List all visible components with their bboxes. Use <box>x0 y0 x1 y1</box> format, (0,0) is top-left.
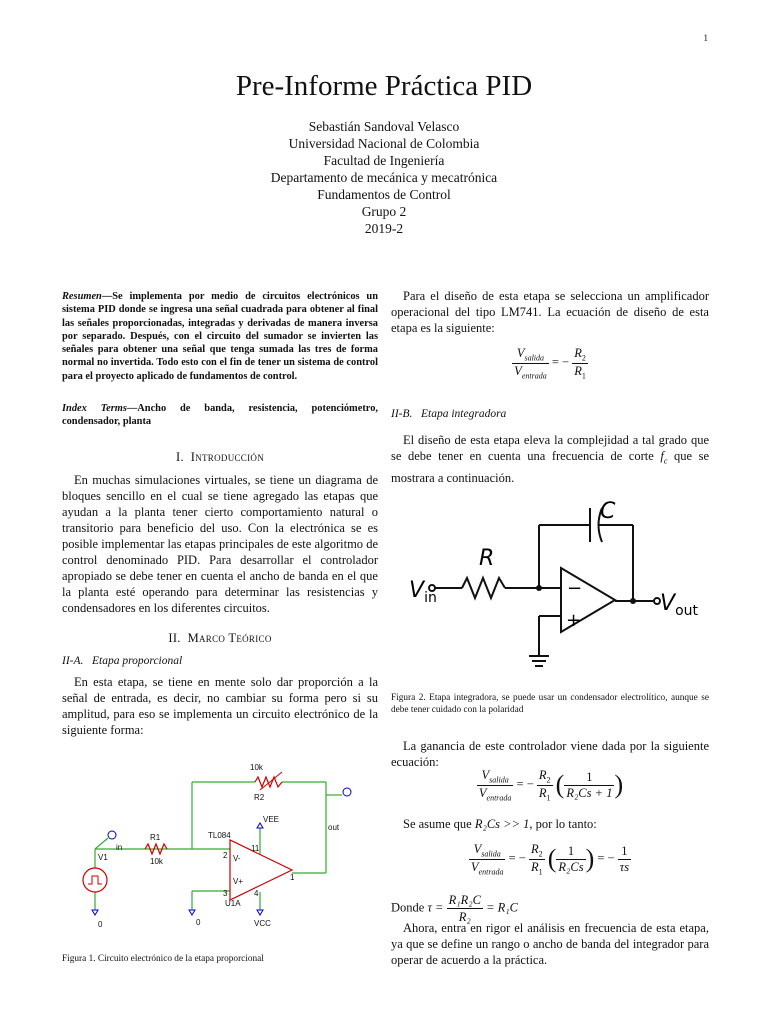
eq1-rhs: $\frac{R_2}{R_1}$ <box>574 346 586 380</box>
figure-1-caption: Figura 1. Circuito electrónico de la etapa proporcional <box>62 954 264 964</box>
index-terms-label: Index Terms <box>62 403 127 414</box>
section-title: Introducción <box>190 450 264 464</box>
label-u1a: U1A <box>225 899 241 908</box>
section-1-heading <box>62 450 378 465</box>
resistor-r2 <box>255 777 282 787</box>
figure-1-schematic <box>70 760 370 930</box>
label-gnd: 0 <box>196 918 201 927</box>
resistor-r <box>462 578 505 598</box>
subsection-title: Etapa integradora <box>421 408 507 420</box>
final-paragraph <box>391 920 709 968</box>
gain-paragraph: La ganancia de este controlador viene dada por la siguiente ecuación: <box>391 739 709 769</box>
subsection-number: II-A. <box>62 655 84 667</box>
subsection-title: Etapa proporcional <box>92 655 183 667</box>
proportional-paragraph: En esta etapa, se tiene en mente solo dar proporción a la señal de entrada, es decir, no cambiar su forma pero si su amplitud, para eso se implementa un circuito electrónico de la siguiente forma: <box>62 675 378 737</box>
author-course: Fundamentos de Control <box>317 187 451 202</box>
label-pin1: 1 <box>290 873 295 882</box>
label-gnd: 0 <box>98 920 103 929</box>
ground-icon <box>92 910 98 915</box>
analysis-paragraph: Ahora, entra en rigor el análisis en frecuencia de esta etapa, ya que se define un rango o ancho de banda del integrador para operar de acuerdo a la práctica. <box>391 921 709 967</box>
equation-1 <box>391 346 709 380</box>
label-plus: + <box>566 610 582 631</box>
right-intro <box>391 288 709 336</box>
label-pin3: 3 <box>223 889 228 898</box>
figure-2-caption: Figura 2. Etapa integradora, se puede usar un condensador electrolítico, aunque se debe tener cuidado con la polaridad <box>391 693 709 715</box>
gain-intro <box>391 738 709 770</box>
voltage-source-v1 <box>83 868 107 892</box>
probe-in-icon <box>108 831 116 839</box>
figure-2-schematic <box>405 490 715 675</box>
abstract <box>62 290 378 383</box>
subsection-a-body <box>62 674 378 738</box>
author-name: Sebastián Sandoval Velasco <box>308 119 460 134</box>
label-r2: R2 <box>254 793 265 802</box>
author-faculty: Facultad de Ingeniería <box>323 153 445 168</box>
schematic-labels <box>98 763 340 929</box>
label-pin11: 11 <box>251 844 260 853</box>
label-pin4: 4 <box>254 889 259 898</box>
intro-paragraph: En muchas simulaciones virtuales, se tiene un diagrama de bloques sencillo en el cual se tiene agregado las etapas que ayudan a la planta tener cierto comportamiento natural o transitorio para beneficio del uso. Con la electrónica se es posible implementar las etapas principales de este algoritmo de control denominado PID. Para desarrollar el controlador apropiado se debe tener en cuenta el ancho de banda en el que la planta esté operando para determinar las resistencias y condensadores en los diferentes circuitos. <box>62 473 378 615</box>
abstract-text: —Se implementa por medio de circuitos electrónicos un sistema PID donde se ingresa una señal cuadrada para obtener al final las señales proporcionadas, integradas y derivadas de manera inversa por separado. Después, con el circuito del sumador se invierten las señales para obtener una señal que tenga sumada las tres de forma normal no invertida. Todo esto con el fin de tener un sistema de control para el proyecto aplicado de fundamentos de control. <box>62 291 378 382</box>
author-department: Departamento de mecánica y mecatrónica <box>270 170 498 185</box>
label-r1-value: 10k <box>150 857 163 866</box>
label-minus: − <box>567 578 583 599</box>
index-terms-text: —Ancho de banda, resistencia, potenciómetro, condensador, planta <box>62 403 378 428</box>
author-period: 2019-2 <box>364 221 404 236</box>
donde-word: Donde <box>391 900 425 915</box>
subsection-a-heading <box>62 655 378 667</box>
subsection-number: II-B. <box>391 408 413 420</box>
page-title: Pre-Informe Práctica PID <box>235 70 533 102</box>
label-in: in <box>116 843 123 852</box>
label-r: R <box>479 546 495 571</box>
section-title: Marco Teórico <box>187 631 272 645</box>
assume-paragraph: Se asume que R₂Cs >> 1, por lo tanto: <box>403 817 597 831</box>
equation-3: $\frac{V_{salida}}{V_{entrada}}$ = − $\frac{R_2}{R_1}$ ( $\frac{1}{\text{R₂Cs}}$ ) = − $\frac{1}{\tau s}$ <box>470 842 630 876</box>
label-vee: VEE <box>263 815 280 824</box>
subsection-b-body <box>391 432 709 486</box>
abstract-label: Resumen <box>62 291 102 302</box>
probe-out-icon <box>343 788 351 796</box>
section-2-heading <box>62 631 378 646</box>
label-v1: V1 <box>98 853 108 862</box>
author-group: Grupo 2 <box>361 204 407 219</box>
schematic-wires <box>95 782 342 910</box>
junction-dot-icon <box>630 598 636 604</box>
tau-definition: Donde τ = $\frac{\text{R₁R₂C}}{\text{R₂}}$ = R₁C <box>391 893 518 924</box>
label-c: C <box>600 499 616 524</box>
label-r1: R1 <box>150 833 161 842</box>
label-vcc: VCC <box>254 919 271 928</box>
opamp-symbol <box>230 840 292 900</box>
page-number: 1 <box>703 33 708 43</box>
label-pin2: 2 <box>223 851 228 860</box>
integrator-paragraph: El diseño de esta etapa eleva la complejidad a tal grado que se debe tener en cuenta una frecuencia de corte $f_c$ que se mostrara a continuación. <box>391 433 710 485</box>
ground-icon <box>189 910 195 915</box>
assume-line <box>391 816 709 832</box>
eq2-lhs: $\frac{V_{salida}}{V_{entrada}}$ <box>478 768 512 802</box>
subsection-b-heading <box>391 408 709 420</box>
label-vplus: V+ <box>233 877 244 886</box>
label-vin: $V_{in}$ <box>409 578 437 606</box>
label-vout: $V_{out}$ <box>660 591 698 619</box>
eq1-operator: = − <box>551 354 570 369</box>
section-number: I. <box>175 450 184 464</box>
author-university: Universidad Nacional de Colombia <box>288 136 480 151</box>
eq1-lhs: $\frac{V_{salida}}{V_{entrada}}$ <box>514 346 547 380</box>
label-r2-value: 10k <box>250 763 263 772</box>
section-1-body <box>62 472 378 616</box>
label-out: out <box>328 823 340 832</box>
design-paragraph: Para el diseño de esta etapa se selecciona un amplificador operacional del tipo LM741. La ecuación de diseño de esta etapa es la siguiente: <box>391 289 709 335</box>
label-opamp: TL084 <box>208 831 231 840</box>
section-number: II. <box>168 631 181 645</box>
index-terms <box>62 402 378 429</box>
junction-dot-icon <box>536 585 542 591</box>
equation-2: $\frac{V_{salida}}{V_{entrada}}$ = − $\frac{R_2}{R_1}$ ( $\frac{1}{\text{R₂Cs + 1}}$ ) <box>478 768 624 802</box>
label-vminus: V- <box>233 854 241 863</box>
author-block <box>0 118 768 237</box>
vcc-arrow-icon <box>257 910 263 915</box>
